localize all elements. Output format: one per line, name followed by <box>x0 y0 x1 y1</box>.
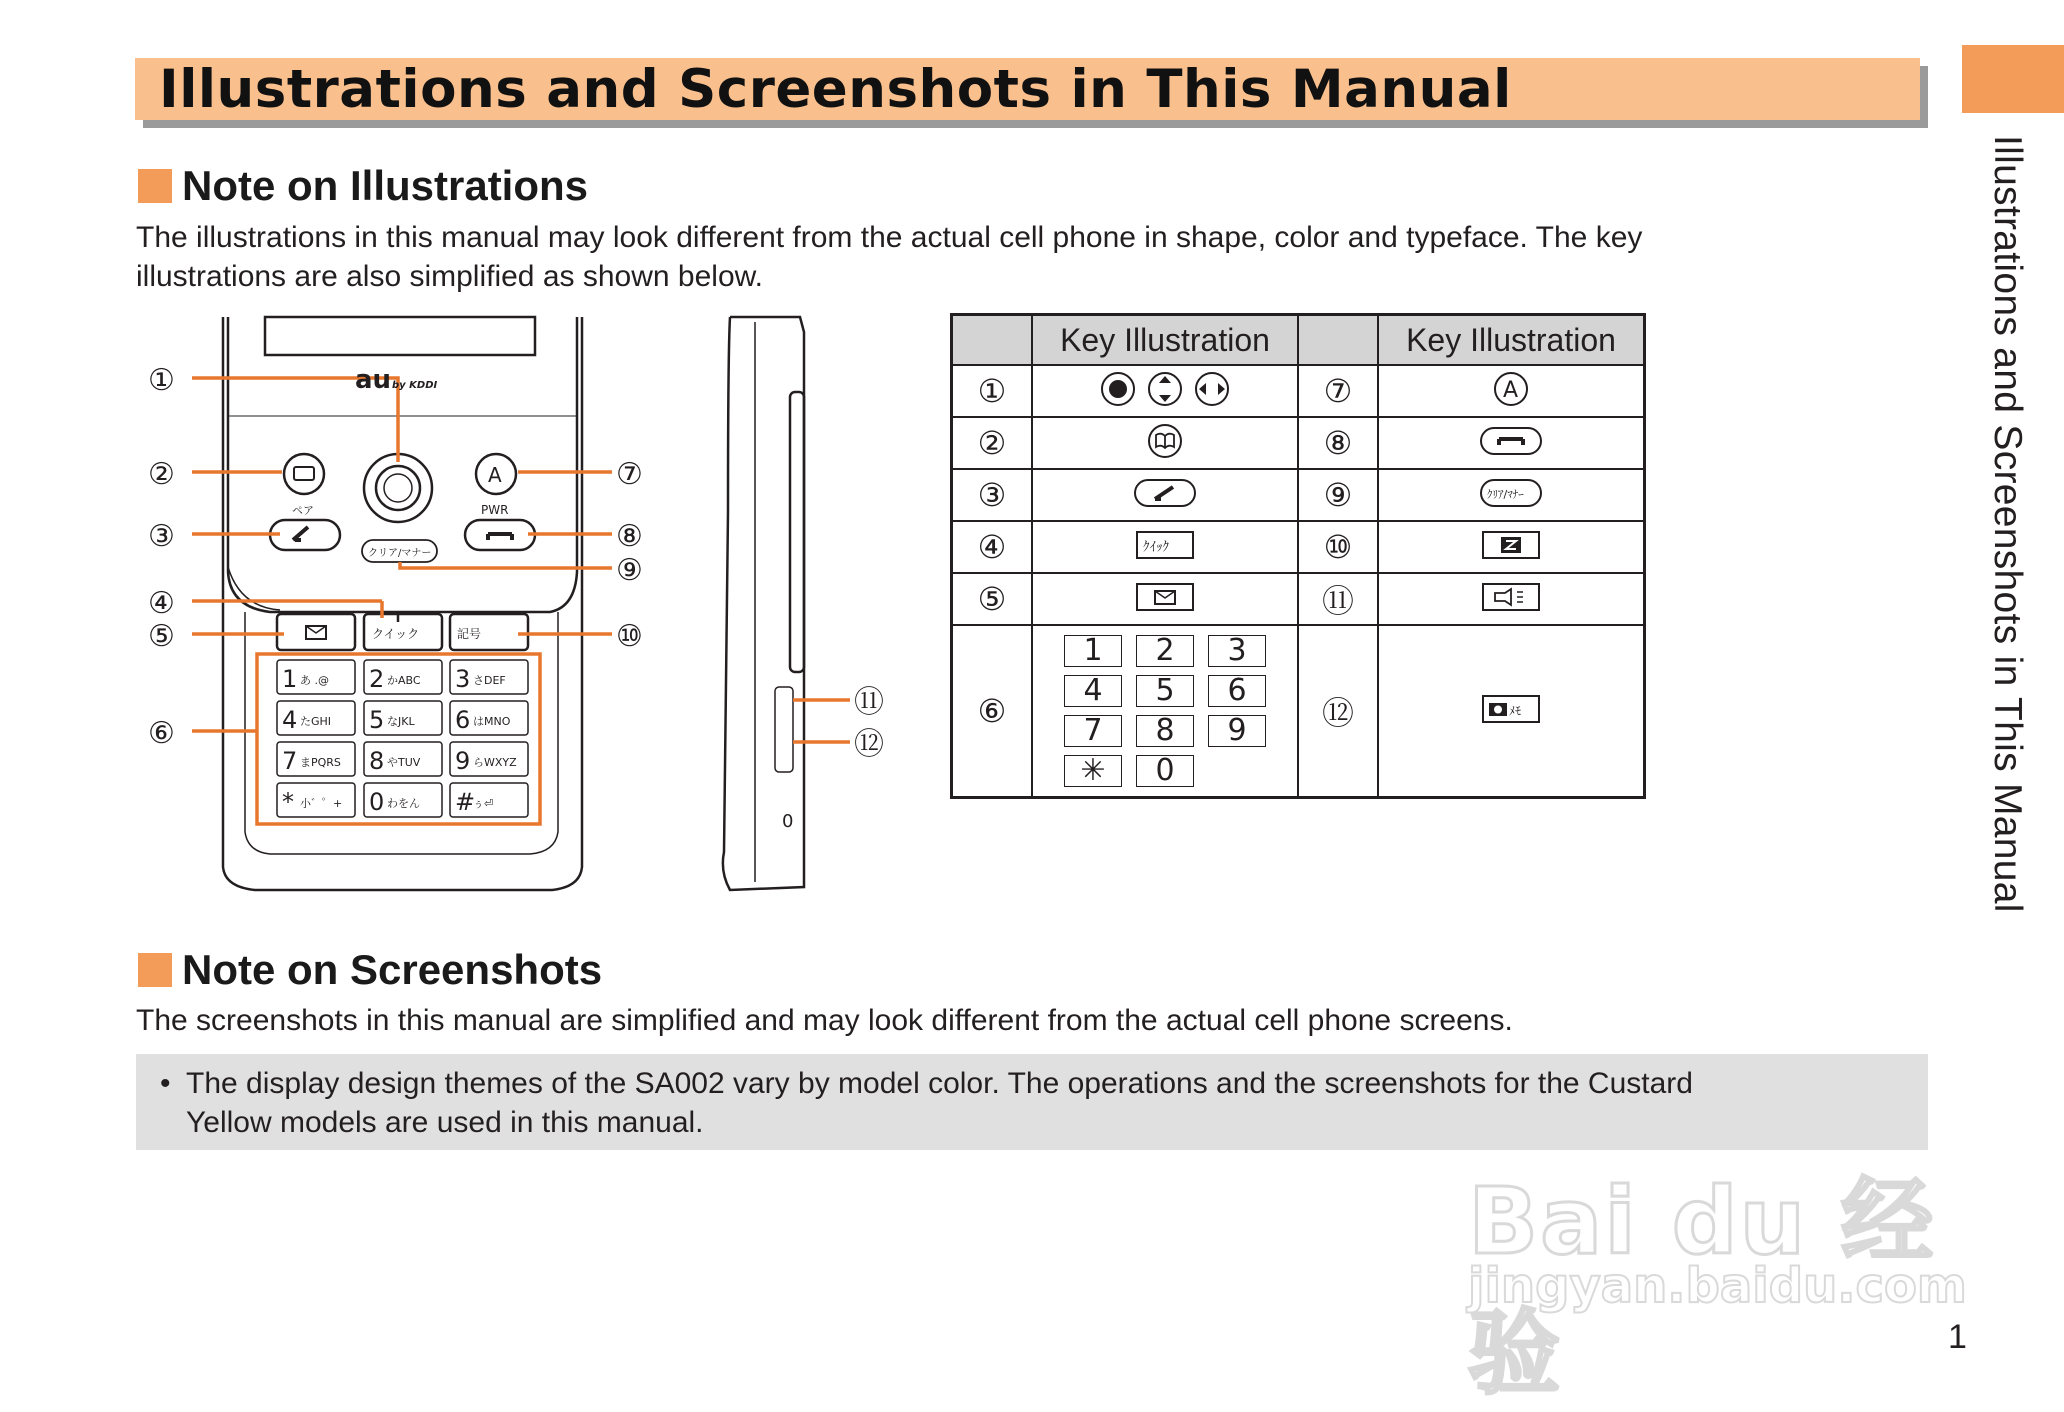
end-call-icon <box>1499 439 1523 445</box>
key-digit: 5 <box>369 706 385 734</box>
screenshots-paragraph: The screenshots in this manual are simplified and may look different from the actual cell phone screens. <box>136 1004 1513 1037</box>
table-row <box>952 625 1645 798</box>
row-number: ③ <box>952 469 1033 521</box>
memo-key-label: ﾒﾓ <box>1509 703 1522 718</box>
para-line: The illustrations in this manual may look different from the actual cell phone in shape, color and typeface. The key <box>136 221 1643 254</box>
key-illustration-table <box>950 313 1646 799</box>
title-banner <box>135 58 1920 120</box>
note-text: The display design themes of the SA002 vary by model color. The operations and the screenshots for the Custard <box>186 1067 1693 1100</box>
callout-11: ⑪ <box>854 685 884 720</box>
keypad-key: 1 <box>1064 635 1122 667</box>
key-digit: 9 <box>455 747 471 775</box>
key-sub: あ .@ <box>300 674 329 687</box>
label-pwr: PWR <box>481 503 509 517</box>
call-icon <box>293 527 308 540</box>
keypad-key: 0 <box>1136 755 1194 787</box>
key-cell-mail <box>1032 573 1298 625</box>
brand-sub: by KDDI <box>392 380 438 391</box>
key-sub: まPQRS <box>300 756 341 769</box>
keypad-key: 2 <box>1136 635 1194 667</box>
para-line: illustrations are also simplified as shown below. <box>136 260 763 293</box>
section-heading-screenshots <box>138 946 602 994</box>
heading-square-marker <box>138 169 172 203</box>
row-number: ⑥ <box>952 625 1033 798</box>
key-sub: 小゛゜+ <box>300 797 343 810</box>
key-cell-navigation <box>1032 365 1298 417</box>
key-sub: やTUV <box>387 756 421 769</box>
table-row <box>952 365 1645 417</box>
label-clear: クリア/マナー <box>368 548 432 559</box>
key-sub: わをん <box>387 797 420 810</box>
heading-text: Note on Illustrations <box>182 162 589 209</box>
bullet: • <box>160 1067 171 1100</box>
key-cell-end <box>1378 417 1645 469</box>
keypad-key: 4 <box>1064 675 1122 707</box>
note-line <box>186 1064 1693 1142</box>
keypad-key: 7 <box>1064 715 1122 747</box>
keypad-key: 6 <box>1208 675 1266 707</box>
baidu-watermark <box>1468 1108 1967 1407</box>
page-title: Illustrations and Screenshots in This Manual <box>159 58 1512 120</box>
clear-key-label: ｸﾘｱ/ﾏﾅｰ <box>1487 487 1524 501</box>
brand-logo: au <box>355 365 392 395</box>
key-digit: 7 <box>282 747 298 775</box>
callout-6: ⑥ <box>148 716 175 751</box>
key-sub: なJKL <box>387 715 415 728</box>
side-title: Illustrations and Screenshots in This Manual <box>1986 135 2029 913</box>
row-number: ⑤ <box>952 573 1033 625</box>
row-number: ④ <box>952 521 1033 573</box>
key-digit: 1 <box>282 665 298 693</box>
side-zero: 0 <box>782 811 794 832</box>
call-icon <box>1155 487 1173 499</box>
key-cell-book <box>1032 417 1298 469</box>
watermark-logo-text: Bai du 经验 <box>1468 1168 1936 1407</box>
keypad-key: 5 <box>1136 675 1194 707</box>
watermark-url: jingyan.baidu.com <box>1468 1258 1967 1314</box>
keypad-key: ✳ <box>1064 755 1122 787</box>
table-row <box>952 573 1645 625</box>
callout-4: ④ <box>148 586 175 621</box>
key-sub: たGHI <box>300 715 332 728</box>
book-icon <box>294 467 314 480</box>
key-cell-call <box>1032 469 1298 521</box>
key-digit: # <box>455 788 476 816</box>
table-header: Key Illustration <box>1032 315 1298 366</box>
key-cell-side <box>1378 573 1645 625</box>
phone-illustration <box>130 312 920 902</box>
callout-12: ⑫ <box>854 727 884 762</box>
key-digit: 3 <box>455 665 471 693</box>
book-icon <box>1156 433 1174 447</box>
key-sub: かABC <box>387 674 421 687</box>
row-number: ⑦ <box>1298 365 1378 417</box>
key-cell-ez <box>1378 521 1645 573</box>
table-row <box>952 469 1645 521</box>
key-digit: 4 <box>282 706 298 734</box>
heading-text: Note on Screenshots <box>182 946 603 993</box>
keypad-key: 9 <box>1208 715 1266 747</box>
key-cell-a <box>1378 365 1645 417</box>
label-kigo: 記号 <box>457 627 482 641</box>
key-cell-clear <box>1378 469 1645 521</box>
a-key-icon: A <box>1503 377 1519 403</box>
key-cell-keypad <box>1032 625 1298 798</box>
key-sub: らWXYZ <box>473 756 517 769</box>
callout-1: ① <box>148 363 175 398</box>
row-number: ⑩ <box>1298 521 1378 573</box>
keypad-key: 8 <box>1136 715 1194 747</box>
side-tab <box>1962 45 2064 113</box>
page-number: 1 <box>1948 1318 1967 1356</box>
key-cell-quick <box>1032 521 1298 573</box>
key-sub: はMNO <box>473 715 511 728</box>
key-digit: * <box>282 788 294 816</box>
callout-3: ③ <box>148 519 175 554</box>
key-digit: 8 <box>369 747 385 775</box>
key-sub: さDEF <box>473 674 506 687</box>
key-digit: 6 <box>455 706 471 734</box>
note-text: Yellow models are used in this manual. <box>186 1106 704 1139</box>
row-number: ① <box>952 365 1033 417</box>
table-corner-cell <box>952 315 1033 366</box>
row-number: ⑧ <box>1298 417 1378 469</box>
callout-2: ② <box>148 457 175 492</box>
callout-10: ⑩ <box>616 619 643 654</box>
table-header: Key Illustration <box>1378 315 1645 366</box>
a-key-icon: A <box>488 463 502 487</box>
label-pair: ペア <box>292 504 314 517</box>
row-number: ⑨ <box>1298 469 1378 521</box>
table-row <box>952 521 1645 573</box>
speaker-icon <box>1495 589 1511 605</box>
callout-7: ⑦ <box>616 457 643 492</box>
key-digit: 2 <box>369 665 385 693</box>
table-row <box>952 417 1645 469</box>
key-cell-camera <box>1378 625 1645 798</box>
key-sub: ぅ⏎ <box>473 797 494 810</box>
row-number: ② <box>952 417 1033 469</box>
keypad-grid <box>1033 635 1297 787</box>
callout-9: ⑨ <box>616 553 643 588</box>
quick-key-label: ｸｲｯｸ <box>1143 539 1169 555</box>
table-corner-cell <box>1298 315 1378 366</box>
keypad-key: 3 <box>1208 635 1266 667</box>
heading-square-marker <box>138 953 172 987</box>
label-quick: クイック <box>372 627 420 641</box>
row-number: ⑫ <box>1298 625 1378 798</box>
callout-5: ⑤ <box>148 619 175 654</box>
callout-8: ⑧ <box>616 519 643 554</box>
illustrations-paragraph <box>136 218 1642 296</box>
key-digit: 0 <box>369 788 385 816</box>
section-heading-illustrations <box>138 162 588 210</box>
row-number: ⑪ <box>1298 573 1378 625</box>
end-call-icon <box>488 534 512 540</box>
